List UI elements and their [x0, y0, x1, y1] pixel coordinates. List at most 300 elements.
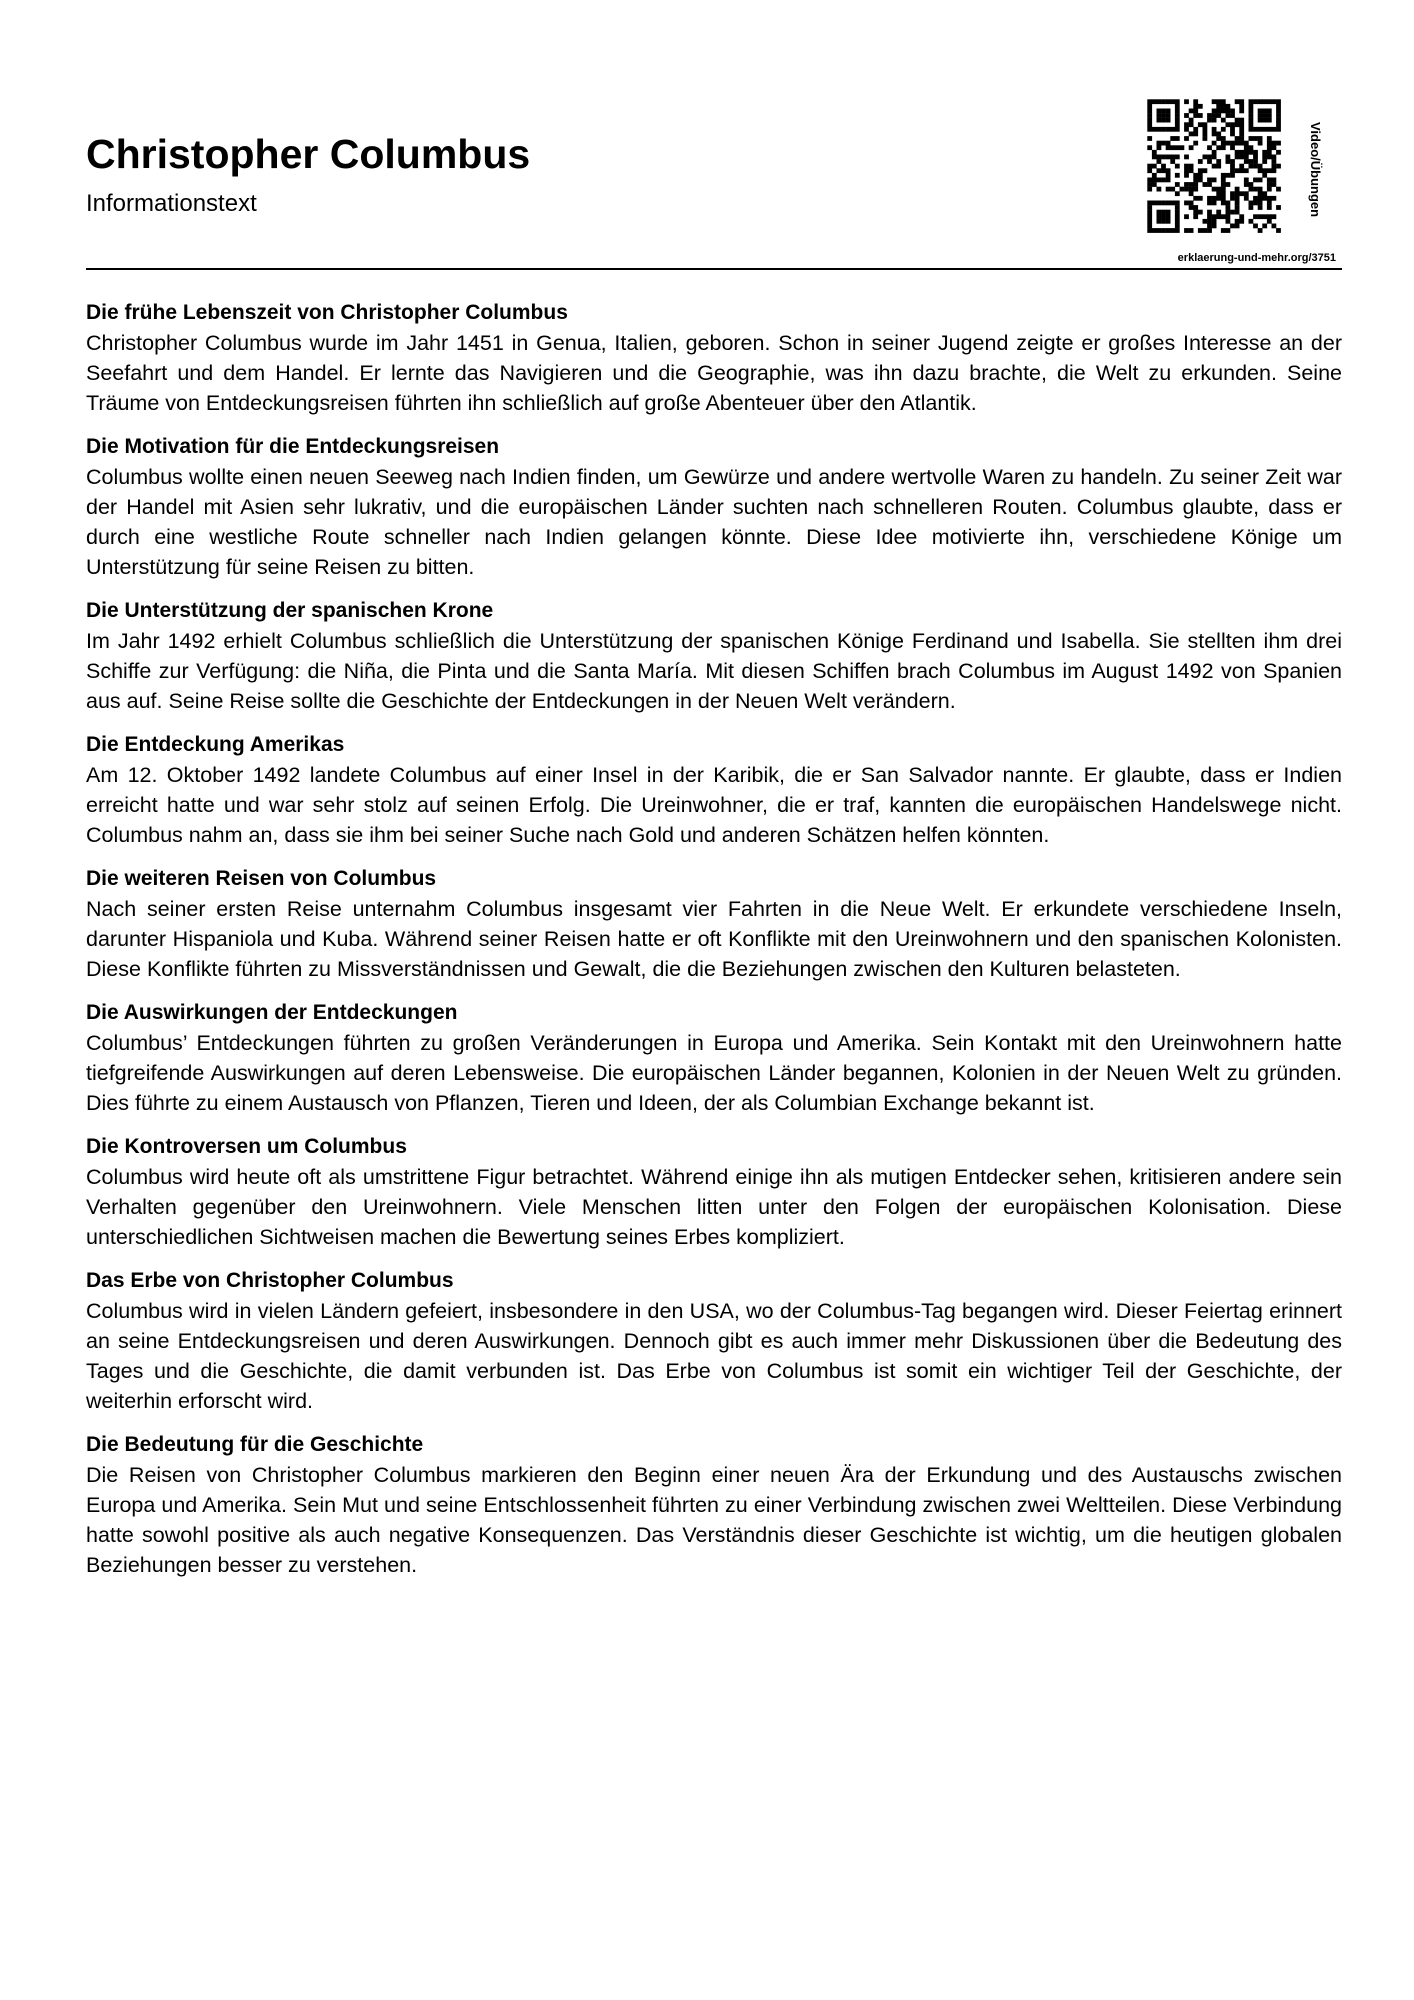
qr-module: [1249, 145, 1254, 150]
qr-module: [1258, 168, 1263, 173]
section-heading: Die Kontroversen um Columbus: [86, 1135, 407, 1158]
qr-module: [1161, 228, 1166, 233]
qr-module: [1226, 155, 1231, 160]
qr-module: [1262, 159, 1267, 164]
qr-module: [1221, 104, 1226, 109]
qr-module: [1166, 173, 1171, 178]
qr-module: [1175, 109, 1180, 114]
section: [86, 432, 1342, 582]
qr-module: [1221, 187, 1226, 192]
qr-module: [1207, 155, 1212, 160]
qr-module: [1147, 99, 1152, 104]
qr-module: [1216, 136, 1221, 141]
article-body: [86, 298, 1342, 1594]
qr-module: [1161, 118, 1166, 123]
qr-module: [1235, 191, 1240, 196]
qr-module: [1253, 196, 1258, 201]
section-heading: Das Erbe von Christopher Columbus: [86, 1269, 454, 1292]
qr-module: [1147, 210, 1152, 215]
qr-module: [1221, 118, 1226, 123]
qr-module: [1221, 109, 1226, 114]
qr-module: [1166, 228, 1171, 233]
qr-module: [1258, 187, 1263, 192]
qr-module: [1212, 141, 1217, 146]
qr-module: [1239, 132, 1244, 137]
qr-module: [1175, 205, 1180, 210]
qr-module: [1276, 164, 1281, 169]
qr-module: [1262, 168, 1267, 173]
qr-module: [1244, 150, 1249, 155]
qr-module: [1147, 113, 1152, 118]
qr-module: [1203, 136, 1208, 141]
qr-module: [1239, 99, 1244, 104]
qr-module: [1253, 159, 1258, 164]
section-text: Christopher Columbus wurde im Jahr 1451 in Genua, Italien, geboren. Schon in seiner Jugend zeigte er großes Interesse an der Seefahrt und dem Handel. Er lernte das Navigieren und die Geographie, was ihn dazu brachte, die Welt zu erkunden. Seine Träume von Entdeckungsreisen führten ihn schließlich auf große Abenteuer über den Atlantik.: [86, 331, 1342, 415]
qr-module: [1161, 214, 1166, 219]
qr-module: [1166, 187, 1171, 192]
qr-module: [1253, 150, 1258, 155]
qr-module: [1226, 205, 1231, 210]
section: [86, 1430, 1342, 1580]
qr-module: [1235, 122, 1240, 127]
qr-module: [1212, 201, 1217, 206]
qr-module: [1147, 228, 1152, 233]
qr-module: [1267, 168, 1272, 173]
qr-module: [1193, 127, 1198, 132]
qr-module: [1272, 214, 1277, 219]
qr-module: [1212, 224, 1217, 229]
qr-module: [1276, 122, 1281, 127]
qr-module: [1203, 219, 1208, 224]
qr-module: [1175, 145, 1180, 150]
qr-module: [1166, 178, 1171, 183]
qr-module: [1212, 109, 1217, 114]
qr-module: [1152, 173, 1157, 178]
qr-module: [1184, 127, 1189, 132]
qr-module: [1161, 113, 1166, 118]
qr-module: [1235, 219, 1240, 224]
qr-module: [1249, 127, 1254, 132]
qr-module: [1184, 164, 1189, 169]
qr-module: [1221, 182, 1226, 187]
qr-module: [1161, 178, 1166, 183]
qr-module: [1203, 155, 1208, 160]
qr-module: [1147, 145, 1152, 150]
qr-module: [1239, 155, 1244, 160]
qr-module: [1216, 187, 1221, 192]
qr-module: [1147, 127, 1152, 132]
qr-module: [1152, 99, 1157, 104]
qr-module: [1226, 210, 1231, 215]
qr-module: [1193, 113, 1198, 118]
qr-module: [1230, 224, 1235, 229]
qr-module: [1258, 205, 1263, 210]
section-heading: Die frühe Lebenszeit von Christopher Columbus: [86, 301, 568, 324]
qr-module: [1267, 155, 1272, 160]
qr-module: [1276, 104, 1281, 109]
qr-module: [1184, 182, 1189, 187]
qr-module: [1198, 210, 1203, 215]
qr-module: [1184, 173, 1189, 178]
qr-module: [1272, 164, 1277, 169]
qr-module: [1226, 182, 1231, 187]
section-heading: Die weiteren Reisen von Columbus: [86, 867, 437, 890]
qr-module: [1249, 187, 1254, 192]
qr-module: [1166, 155, 1171, 160]
qr-module: [1230, 141, 1235, 146]
qr-module: [1235, 187, 1240, 192]
qr-module: [1193, 173, 1198, 178]
qr-module: [1267, 113, 1272, 118]
qr-module: [1244, 178, 1249, 183]
qr-module: [1216, 113, 1221, 118]
qr-module: [1147, 136, 1152, 141]
section-text: Nach seiner ersten Reise unternahm Columbus insgesamt vier Fahrten in die Neue Welt. Er erkundete verschiedene Inseln, darunter Hispaniola und Kuba. Während seiner Reisen hatte er oft Konflikte mit den Ureinwohnern und den spanischen Kolonisten. Diese Konflikte führten zu Missverständnissen und Gewalt, die die Beziehungen zwischen den Kulturen belasteten.: [86, 897, 1342, 981]
qr-module: [1262, 150, 1267, 155]
section-text: Columbus wird heute oft als umstrittene Figur betrachtet. Während einige ihn als mutigen Entdecker sehen, kritisieren andere sein Verhalten gegenüber den Ureinwohnern. Viele Menschen litten unter den Folgen der europäischen Kolonisation. Diese unterschiedlichen Sichtweisen machen die Bewertung seines Erbes kompliziert.: [86, 1165, 1342, 1249]
section-text: Die Reisen von Christopher Columbus markieren den Beginn einer neuen Ära der Erkundung und des Austauschs zwischen Europa und Amerika. Sein Mut und seine Entschlossenheit führten zu einer Verbindung zwischen zwei Weltteilen. Diese Verbindung hatte sowohl positive als auch negative Konsequenzen. Das Verständnis dieser Geschichte ist wichtig, um die heutigen globalen Beziehungen besser zu verstehen.: [86, 1463, 1342, 1577]
qr-module: [1235, 196, 1240, 201]
qr-module: [1239, 150, 1244, 155]
qr-module: [1230, 127, 1235, 132]
qr-module: [1184, 136, 1189, 141]
qr-module: [1166, 145, 1171, 150]
qr-module: [1221, 196, 1226, 201]
qr-module: [1161, 141, 1166, 146]
qr-module: [1239, 136, 1244, 141]
qr-module: [1258, 141, 1263, 146]
qr-module: [1147, 205, 1152, 210]
qr-module: [1207, 113, 1212, 118]
qr-module: [1235, 168, 1240, 173]
qr-module: [1212, 178, 1217, 183]
qr-module: [1221, 127, 1226, 132]
qr-module: [1189, 164, 1194, 169]
qr-module: [1276, 205, 1281, 210]
qr-module: [1207, 145, 1212, 150]
qr-module: [1239, 214, 1244, 219]
qr-module: [1244, 196, 1249, 201]
qr-module: [1189, 191, 1194, 196]
qr-module: [1253, 178, 1258, 183]
qr-module: [1152, 155, 1157, 160]
qr-module: [1161, 164, 1166, 169]
qr-module: [1189, 109, 1194, 114]
qr-module: [1193, 205, 1198, 210]
qr-module: [1207, 178, 1212, 183]
qr-module: [1175, 228, 1180, 233]
qr-module: [1272, 168, 1277, 173]
qr-module: [1272, 159, 1277, 164]
qr-module: [1193, 187, 1198, 192]
qr-module: [1198, 168, 1203, 173]
qr-module: [1272, 182, 1277, 187]
qr-url-link[interactable]: erklaerung-und-mehr.org/3751: [1177, 252, 1336, 264]
qr-module: [1184, 113, 1189, 118]
qr-module: [1230, 122, 1235, 127]
qr-module: [1221, 173, 1226, 178]
qr-module: [1235, 141, 1240, 146]
qr-module: [1147, 109, 1152, 114]
qr-module: [1262, 99, 1267, 104]
qr-module: [1147, 214, 1152, 219]
qr-module: [1166, 210, 1171, 215]
qr-module: [1170, 99, 1175, 104]
section-text: Im Jahr 1492 erhielt Columbus schließlich die Unterstützung der spanischen Könige Ferdinand und Isabella. Sie stellten ihm drei Schiffe zur Verfügung: die Niña, die Pinta und die Santa María. Mit diesen Schiffen brach Columbus im August 1492 von Spanien aus auf. Seine Reise sollte die Geschichte der Entdeckungen in der Neuen Welt verändern.: [86, 629, 1342, 713]
qr-module: [1166, 214, 1171, 219]
qr-module: [1193, 178, 1198, 183]
qr-module: [1262, 109, 1267, 114]
qr-module: [1157, 99, 1162, 104]
qr-module: [1267, 196, 1272, 201]
qr-module: [1267, 182, 1272, 187]
qr-module: [1189, 228, 1194, 233]
section-text: Columbus wollte einen neuen Seeweg nach Indien finden, um Gewürze und andere wertvolle Waren zu handeln. Zu seiner Zeit war der Handel mit Asien sehr lukrativ, und die europäischen Länder suchten nach schnelleren Routen. Columbus glaubte, dass er durch eine westliche Route schneller nach Indien gelangen könnte. Diese Idee motivierte ihn, verschiedene Könige um Unterstützung für seine Reisen zu bitten.: [86, 465, 1342, 579]
qr-module: [1207, 196, 1212, 201]
qr-module: [1203, 168, 1208, 173]
section-text: Columbus’ Entdeckungen führten zu großen Veränderungen in Europa und Amerika. Sein Kontakt mit den Ureinwohnern hatte tiefgreifende Auswirkungen auf deren Lebensweise. Die europäischen Länder begannen, Kolonien in der Neuen Welt zu gründen. Dies führte zu einem Austausch von Pflanzen, Tieren und Ideen, der als Columbian Exchange bekannt ist.: [86, 1031, 1342, 1115]
qr-module: [1267, 109, 1272, 114]
qr-module: [1258, 113, 1263, 118]
qr-module: [1157, 178, 1162, 183]
section: [86, 864, 1342, 984]
section: [86, 1266, 1342, 1416]
qr-module: [1212, 155, 1217, 160]
qr-module: [1253, 164, 1258, 169]
qr-module: [1207, 159, 1212, 164]
qr-module: [1170, 187, 1175, 192]
qr-module: [1249, 164, 1254, 169]
qr-module: [1198, 178, 1203, 183]
qr-module: [1230, 191, 1235, 196]
qr-module: [1253, 214, 1258, 219]
qr-module: [1221, 178, 1226, 183]
qr-module: [1161, 127, 1166, 132]
qr-module: [1230, 109, 1235, 114]
qr-module: [1175, 173, 1180, 178]
qr-module: [1276, 118, 1281, 123]
qr-module: [1175, 122, 1180, 127]
qr-module: [1221, 136, 1226, 141]
qr-module: [1203, 127, 1208, 132]
qr-module: [1221, 145, 1226, 150]
qr-module: [1203, 132, 1208, 137]
qr-module: [1235, 210, 1240, 215]
qr-module: [1226, 141, 1231, 146]
qr-module: [1253, 224, 1258, 229]
qr-module: [1184, 214, 1189, 219]
qr-module: [1267, 141, 1272, 146]
qr-module: [1166, 113, 1171, 118]
qr-module: [1157, 127, 1162, 132]
qr-module: [1276, 113, 1281, 118]
qr-module: [1152, 164, 1157, 169]
qr-module: [1258, 109, 1263, 114]
qr-module: [1235, 136, 1240, 141]
section-heading: Die Entdeckung Amerikas: [86, 733, 345, 756]
qr-module: [1276, 228, 1281, 233]
qr-code-icon[interactable]: [1146, 96, 1282, 236]
qr-module: [1203, 122, 1208, 127]
qr-module: [1272, 155, 1277, 160]
qr-module: [1175, 118, 1180, 123]
qr-module: [1216, 159, 1221, 164]
qr-module: [1267, 219, 1272, 224]
qr-module: [1189, 118, 1194, 123]
qr-module: [1267, 187, 1272, 192]
qr-module: [1267, 145, 1272, 150]
qr-module: [1193, 210, 1198, 215]
qr-module: [1249, 113, 1254, 118]
qr-module: [1184, 228, 1189, 233]
qr-module: [1147, 122, 1152, 127]
qr-module: [1147, 224, 1152, 229]
qr-module: [1166, 99, 1171, 104]
qr-module: [1198, 228, 1203, 233]
qr-module: [1249, 99, 1254, 104]
qr-module: [1230, 210, 1235, 215]
qr-module: [1161, 168, 1166, 173]
qr-module: [1221, 191, 1226, 196]
qr-module: [1258, 99, 1263, 104]
qr-module: [1249, 109, 1254, 114]
qr-module: [1189, 168, 1194, 173]
qr-module: [1253, 127, 1258, 132]
qr-module: [1272, 196, 1277, 201]
qr-module: [1175, 155, 1180, 160]
qr-module: [1157, 113, 1162, 118]
qr-module: [1262, 127, 1267, 132]
qr-module: [1267, 99, 1272, 104]
qr-module: [1262, 224, 1267, 229]
qr-module: [1244, 155, 1249, 160]
qr-module: [1203, 182, 1208, 187]
section-text: Am 12. Oktober 1492 landete Columbus auf einer Insel in der Karibik, die er San Salvador nannte. Er glaubte, dass er Indien erreicht hatte und war sehr stolz auf seinen Erfolg. Die Ureinwohner, die er traf, kannten die europäischen Handelswege nicht. Columbus nahm an, dass sie ihm bei seiner Suche nach Gold und anderen Schätzen helfen könnten.: [86, 763, 1342, 847]
qr-module: [1157, 109, 1162, 114]
qr-module: [1161, 201, 1166, 206]
qr-module: [1161, 109, 1166, 114]
qr-module: [1212, 164, 1217, 169]
qr-module: [1193, 104, 1198, 109]
qr-module: [1249, 159, 1254, 164]
qr-module: [1175, 224, 1180, 229]
qr-module: [1258, 178, 1263, 183]
qr-module: [1230, 168, 1235, 173]
qr-module: [1198, 104, 1203, 109]
qr-module: [1216, 109, 1221, 114]
qr-module: [1212, 187, 1217, 192]
qr-module: [1147, 168, 1152, 173]
qr-module: [1212, 113, 1217, 118]
qr-module: [1258, 214, 1263, 219]
qr-module: [1147, 187, 1152, 192]
qr-module: [1249, 205, 1254, 210]
qr-module: [1212, 214, 1217, 219]
qr-module: [1221, 201, 1226, 206]
page-subtitle: Informationstext: [86, 190, 257, 217]
qr-module: [1272, 141, 1277, 146]
qr-module: [1189, 122, 1194, 127]
qr-module: [1189, 205, 1194, 210]
qr-module: [1244, 182, 1249, 187]
qr-module: [1166, 118, 1171, 123]
qr-module: [1267, 150, 1272, 155]
qr-module: [1253, 187, 1258, 192]
qr-module: [1152, 228, 1157, 233]
qr-module: [1198, 196, 1203, 201]
qr-module: [1230, 164, 1235, 169]
qr-module: [1198, 173, 1203, 178]
qr-module: [1152, 178, 1157, 183]
qr-module: [1184, 168, 1189, 173]
qr-module: [1272, 127, 1277, 132]
qr-module: [1276, 127, 1281, 132]
qr-module: [1249, 118, 1254, 123]
qr-module: [1244, 141, 1249, 146]
qr-module: [1249, 182, 1254, 187]
qr-module: [1166, 219, 1171, 224]
qr-module: [1170, 201, 1175, 206]
qr-module: [1267, 127, 1272, 132]
qr-module: [1235, 205, 1240, 210]
qr-module: [1253, 155, 1258, 160]
qr-module: [1189, 201, 1194, 206]
qr-module: [1207, 210, 1212, 215]
qr-module: [1207, 228, 1212, 233]
section: [86, 596, 1342, 716]
qr-module: [1267, 178, 1272, 183]
qr-module: [1193, 196, 1198, 201]
qr-module: [1147, 201, 1152, 206]
qr-module: [1239, 122, 1244, 127]
qr-module: [1267, 201, 1272, 206]
qr-module: [1193, 132, 1198, 137]
qr-module: [1157, 210, 1162, 215]
qr-module: [1253, 136, 1258, 141]
qr-module: [1262, 118, 1267, 123]
qr-module: [1175, 136, 1180, 141]
qr-module: [1207, 214, 1212, 219]
qr-module: [1170, 159, 1175, 164]
qr-module: [1258, 164, 1263, 169]
qr-module: [1157, 145, 1162, 150]
qr-module: [1216, 145, 1221, 150]
qr-module: [1239, 219, 1244, 224]
qr-module: [1212, 150, 1217, 155]
qr-module: [1170, 136, 1175, 141]
qr-module: [1157, 214, 1162, 219]
qr-module: [1147, 178, 1152, 183]
qr-module: [1258, 136, 1263, 141]
qr-module: [1262, 214, 1267, 219]
header-divider: [86, 268, 1342, 270]
qr-module: [1230, 159, 1235, 164]
qr-module: [1226, 214, 1231, 219]
qr-module: [1276, 150, 1281, 155]
qr-module: [1157, 219, 1162, 224]
qr-module: [1152, 150, 1157, 155]
qr-module: [1258, 118, 1263, 123]
qr-module: [1175, 219, 1180, 224]
qr-module: [1258, 127, 1263, 132]
qr-module: [1184, 201, 1189, 206]
qr-module: [1203, 228, 1208, 233]
qr-module: [1272, 99, 1277, 104]
qr-module: [1189, 132, 1194, 137]
qr-module: [1193, 214, 1198, 219]
qr-module: [1267, 136, 1272, 141]
qr-module: [1239, 141, 1244, 146]
